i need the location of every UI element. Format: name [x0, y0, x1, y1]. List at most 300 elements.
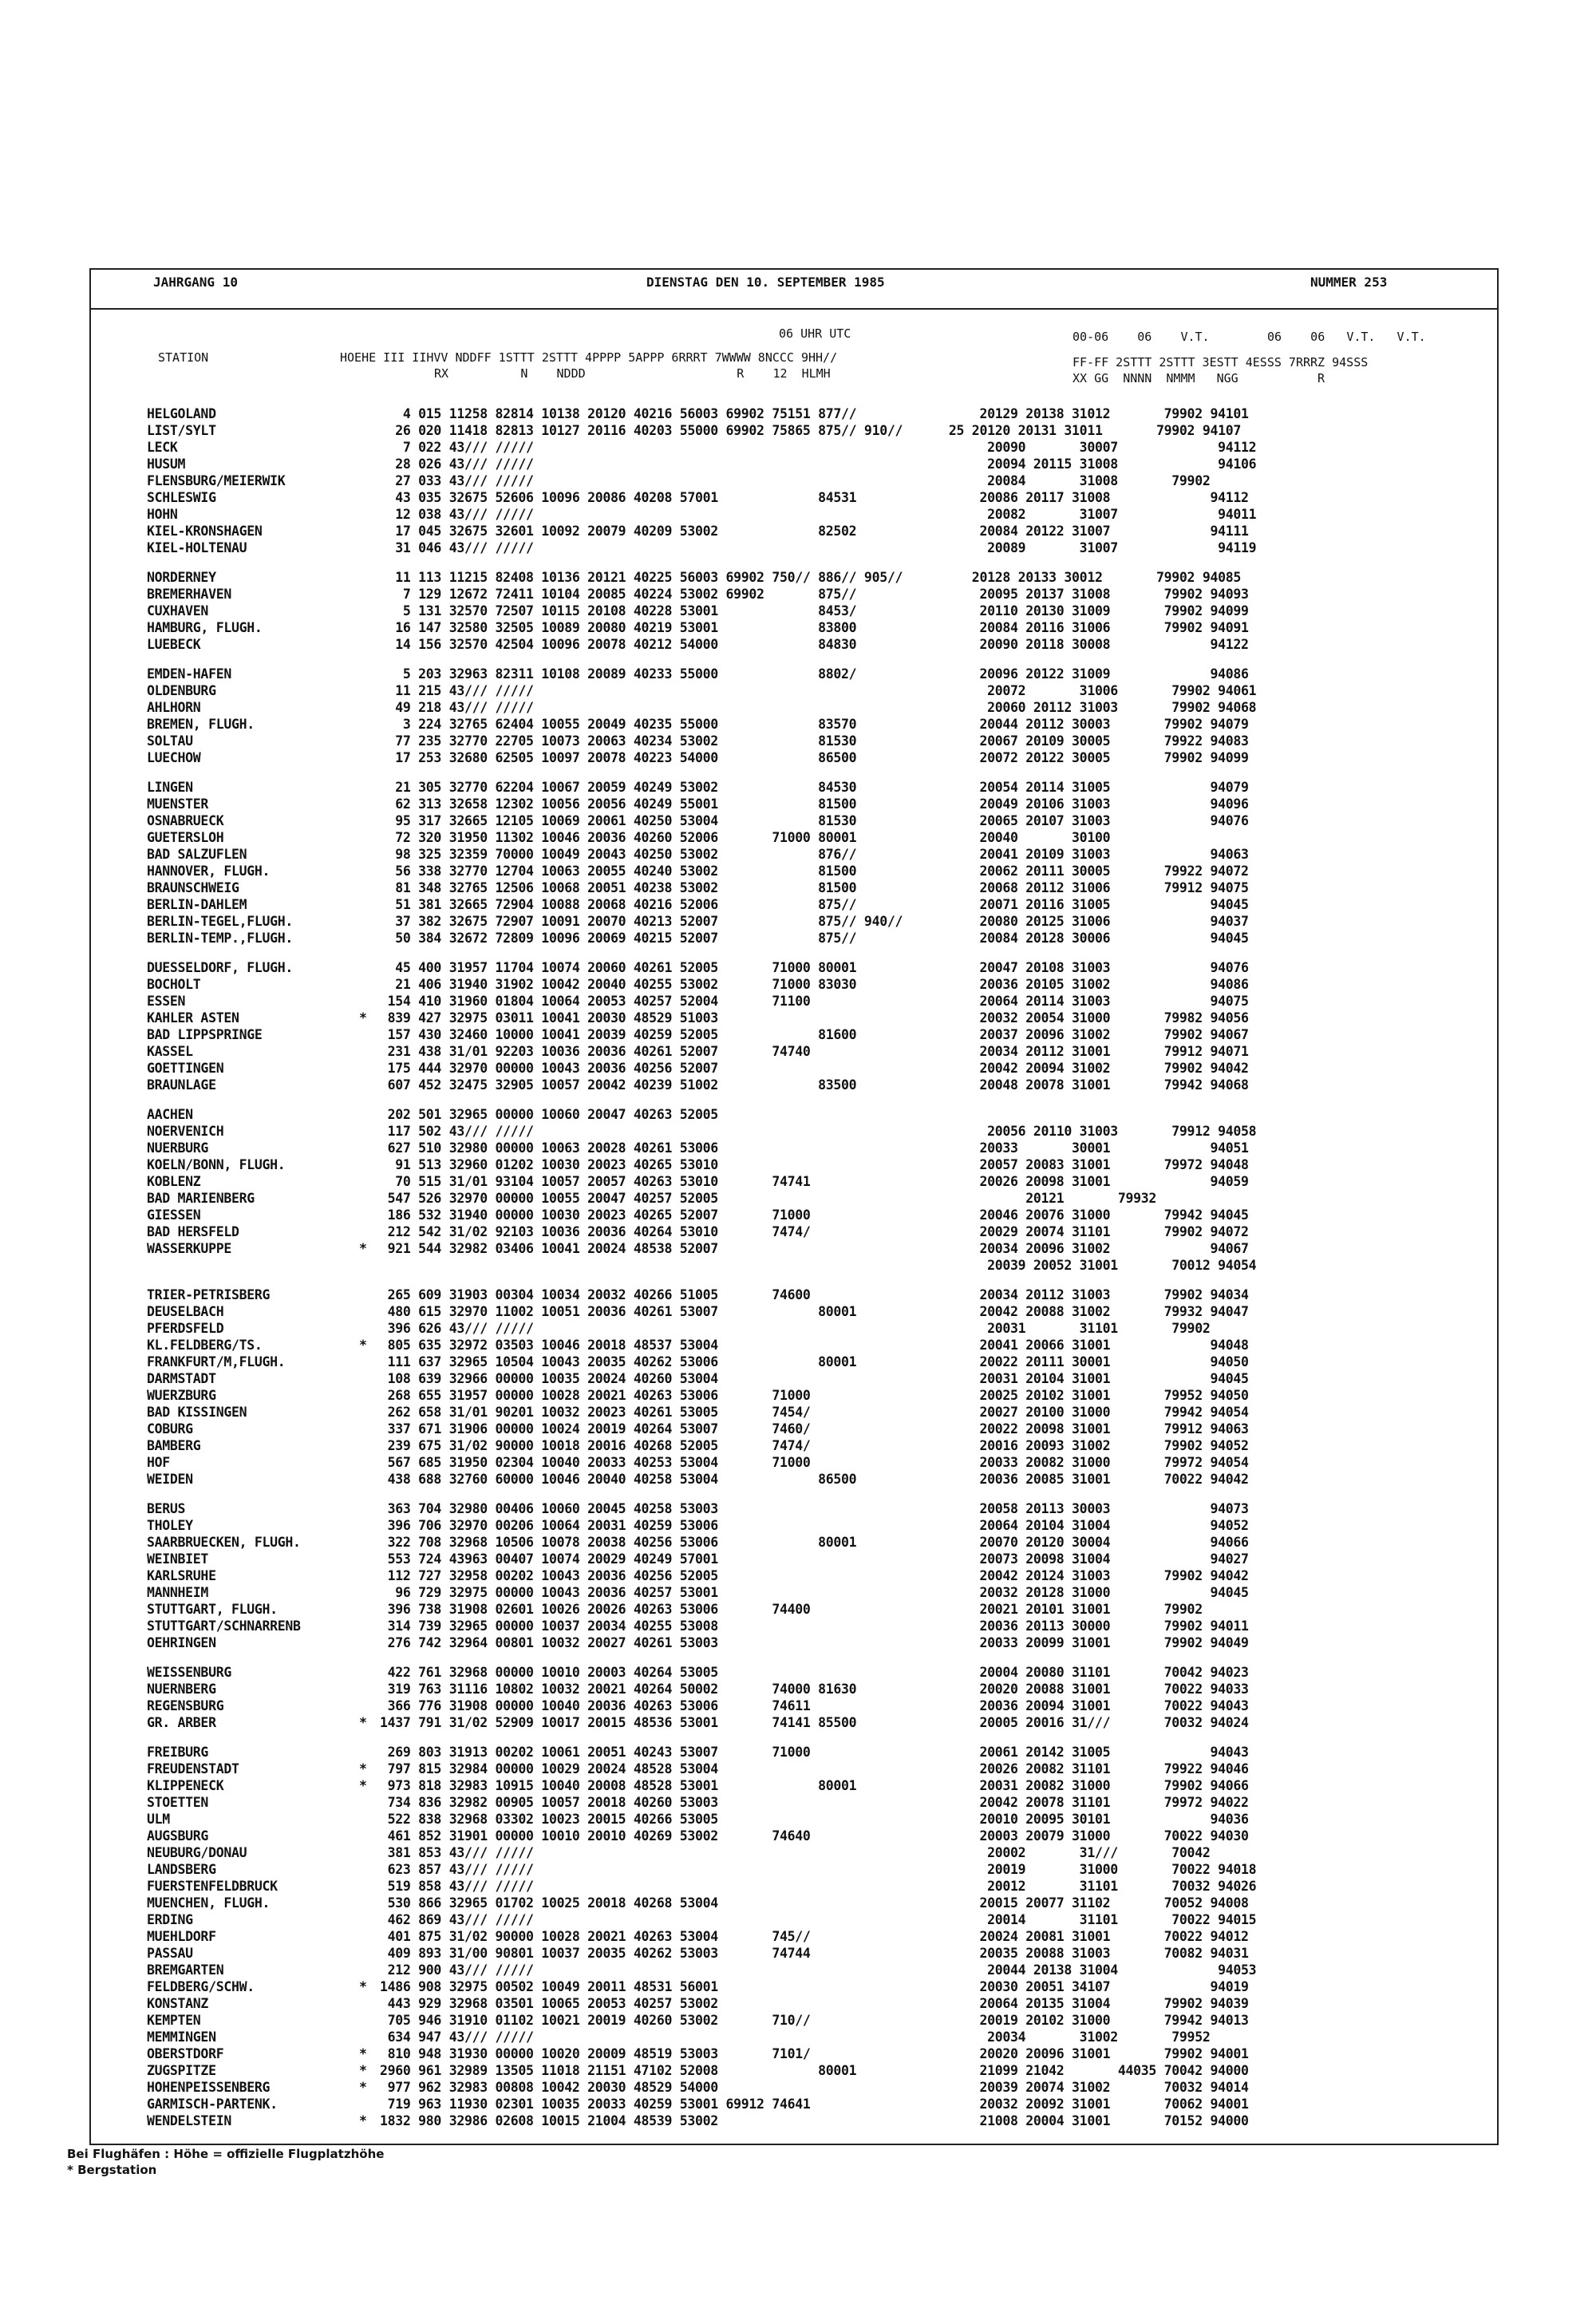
station-row	[147, 1978, 1487, 1995]
station-name: BREMERHAVEN	[147, 587, 231, 602]
station-row	[147, 812, 1487, 829]
station-row	[147, 1257, 1487, 1274]
observation-codes: 27 033 43/// ///// 20084 31008 79902	[380, 473, 1211, 488]
observation-codes: 396 706 32970 00206 10064 20031 40259 53006 20064 20104 31004 94052	[380, 1518, 1249, 1533]
observation-codes: 443 929 32968 03501 10065 20053 40257 53002 20064 20135 31004 79902 94039	[380, 1996, 1249, 2011]
station-row	[147, 896, 1487, 913]
mountain-marker: *	[359, 2046, 367, 2061]
station-name: NUERBURG	[147, 1140, 209, 1156]
station-name: KLIPPENECK	[147, 1778, 224, 1793]
observation-codes: 719 963 11930 02301 10035 20033 40259 53001 69912 74641 20032 20092 31001 70062 94001	[380, 2097, 1249, 2112]
vt-header-b: 06 06 V.T. V.T.	[1267, 330, 1426, 344]
station-row	[147, 1517, 1487, 1534]
station-row	[147, 586, 1487, 603]
station-name: KIEL-HOLTENAU	[147, 540, 247, 555]
observation-codes: 96 729 32975 00000 10043 20036 40257 53001 20032 20128 31000 94045	[380, 1585, 1249, 1600]
observation-codes: 522 838 32968 03302 10023 20015 40266 53005 20010 20095 30101 94036	[380, 1812, 1249, 1827]
station-row	[147, 1240, 1487, 1257]
station-row	[147, 1761, 1487, 1777]
observation-codes: 337 671 31906 00000 10024 20019 40264 53007 7460/ 20022 20098 31001 79912 94063	[380, 1421, 1249, 1437]
station-name: HANNOVER, FLUGH.	[147, 864, 271, 879]
station-name: FRANKFURT/M,FLUGH.	[147, 1354, 286, 1369]
station-row	[147, 2112, 1487, 2129]
observation-codes: 16 147 32580 32505 10089 20080 40219 53001 83800 20084 20116 31006 79902 94091	[380, 620, 1249, 635]
station-name: KOBLENZ	[147, 1174, 201, 1189]
observation-codes: 530 866 32965 01702 10025 20018 40268 53004 20015 20077 31102 70052 94008	[380, 1895, 1249, 1911]
station-name: KAHLER ASTEN	[147, 1010, 239, 1026]
observation-codes: 7 022 43/// ///// 20090 30007 94112	[380, 440, 1257, 455]
station-group	[147, 1106, 1487, 1274]
station-row	[147, 1123, 1487, 1140]
station-name: HOHENPEISSENBERG	[147, 2080, 271, 2095]
station-name: GOETTINGEN	[147, 1061, 224, 1076]
station-row	[147, 489, 1487, 506]
observation-codes: 98 325 32359 70000 10049 20043 40250 53002 876// 20041 20109 31003 94063	[380, 847, 1249, 862]
observation-codes: 462 869 43/// ///// 20014 31101 70022 94015	[380, 1912, 1257, 1927]
station-row	[147, 749, 1487, 766]
station-name: HUSUM	[147, 456, 186, 472]
station-name: PASSAU	[147, 1946, 193, 1961]
station-group	[147, 666, 1487, 766]
station-name: FELDBERG/SCHW.	[147, 1979, 255, 1994]
station-row	[147, 2096, 1487, 2112]
station-row	[147, 1895, 1487, 1911]
station-group	[147, 569, 1487, 653]
observation-codes: 734 836 32982 00905 10057 20018 40260 53003 20042 20078 31101 79972 94022	[380, 1795, 1249, 1810]
observation-codes: 62 313 32658 12302 10056 20056 40249 55001 81500 20049 20106 31003 94096	[380, 796, 1249, 812]
station-row	[147, 2062, 1487, 2079]
observation-codes: 26 020 11418 82813 10127 20116 40203 55000 69902 75865 875// 910// 25 20120 20131 31011 79902 94107	[380, 423, 1241, 438]
station-row	[147, 1945, 1487, 1962]
observation-codes: 5 131 32570 72507 10115 20108 40228 53001 8453/ 20110 20130 31009 79902 94099	[380, 603, 1249, 618]
station-row	[147, 1697, 1487, 1714]
observation-codes: 567 685 31950 02304 10040 20033 40253 53004 71000 20033 20082 31000 79972 94054	[380, 1455, 1249, 1470]
observation-codes: 805 635 32972 03503 10046 20018 48537 53004 20041 20066 31001 94048	[380, 1338, 1249, 1353]
observation-codes: 112 727 32958 00202 10043 20036 40256 52005 20042 20124 31003 79902 94042	[380, 1568, 1249, 1583]
station-row	[147, 1928, 1487, 1945]
station-row	[147, 1223, 1487, 1240]
station-name: EMDEN-HAFEN	[147, 666, 231, 682]
station-row	[147, 1387, 1487, 1404]
station-row	[147, 1286, 1487, 1303]
station-name: GIESSEN	[147, 1207, 201, 1223]
observation-codes: 553 724 43963 00407 10074 20029 40249 57001 20073 20098 31004 94027	[380, 1551, 1249, 1567]
station-row	[147, 699, 1487, 716]
observation-codes: 314 739 32965 00000 10037 20034 40255 53008 20036 20113 30000 79902 94011	[380, 1618, 1249, 1634]
station-row	[147, 1584, 1487, 1601]
station-row	[147, 2029, 1487, 2045]
observation-codes: 1832 980 32986 02608 10015 21004 48539 53002 21008 20004 31001 70152 94000	[380, 2113, 1249, 2128]
station-name: DUESSELDORF, FLUGH.	[147, 960, 294, 975]
station-name: FREUDENSTADT	[147, 1761, 239, 1776]
station-name: MANNHEIM	[147, 1585, 209, 1600]
station-name: OSNABRUECK	[147, 813, 224, 828]
station-row	[147, 1010, 1487, 1026]
observation-codes: 810 948 31930 00000 10020 20009 48519 53003 7101/ 20020 20096 31001 79902 94001	[380, 2046, 1249, 2061]
observation-codes: 56 338 32770 12704 10063 20055 40240 53002 81500 20062 20111 30005 79922 94072	[380, 864, 1249, 879]
station-name: BERLIN-DAHLEM	[147, 897, 247, 912]
station-row	[147, 1911, 1487, 1928]
station-group	[147, 1500, 1487, 1651]
observation-codes: 797 815 32984 00000 10029 20024 48528 53004 20026 20082 31101 79922 94046	[380, 1761, 1249, 1776]
observation-codes: 11 215 43/// ///// 20072 31006 79902 94061	[380, 683, 1257, 698]
station-name: NOERVENICH	[147, 1124, 224, 1139]
station-row	[147, 1828, 1487, 1844]
observation-codes: 43 035 32675 52606 10096 20086 40208 57001 84531 20086 20117 31008 94112	[380, 490, 1249, 505]
station-row	[147, 456, 1487, 472]
footnote-mountain-station: * Bergstation	[67, 2163, 157, 2177]
station-row	[147, 619, 1487, 636]
observation-codes: 31 046 43/// ///// 20089 31007 94119	[380, 540, 1257, 555]
observation-codes: 973 818 32983 10915 10040 20008 48528 53001 80001 20031 20082 31000 79902 94066	[380, 1778, 1249, 1793]
station-row	[147, 1714, 1487, 1731]
station-name: BAD MARIENBERG	[147, 1191, 255, 1206]
observation-codes: 2960 961 32989 13505 11018 21151 47102 52008 80001 21099 21042 44035 70042 94000	[380, 2063, 1249, 2078]
observation-codes: 51 381 32665 72904 10088 20068 40216 52006 875// 20071 20116 31005 94045	[380, 897, 1249, 912]
station-name: LIST/SYLT	[147, 423, 216, 438]
observation-codes: 265 609 31903 00304 10034 20032 40266 51005 74600 20034 20112 31003 79902 94034	[380, 1287, 1249, 1302]
mountain-marker: *	[359, 1010, 367, 1026]
station-name: CUXHAVEN	[147, 603, 209, 618]
station-row	[147, 603, 1487, 619]
station-row	[147, 666, 1487, 682]
observation-codes: 91 513 32960 01202 10030 20023 40265 53010 20057 20083 31001 79972 94048	[380, 1157, 1249, 1172]
mountain-marker: *	[359, 1979, 367, 1994]
station-row	[147, 523, 1487, 539]
observation-codes: 186 532 31940 00000 10030 20023 40265 52007 71000 20046 20076 31000 79942 94045	[380, 1207, 1249, 1223]
observation-codes: 547 526 32970 00000 10055 20047 40257 52005 20121 79932	[380, 1191, 1157, 1206]
station-name: THOLEY	[147, 1518, 193, 1533]
station-name: PFERDSFELD	[147, 1321, 224, 1336]
station-name: SAARBRUECKEN, FLUGH.	[147, 1535, 301, 1550]
station-name: HOF	[147, 1455, 170, 1470]
mountain-marker: *	[359, 1715, 367, 1730]
observation-codes: 28 026 43/// ///// 20094 20115 31008 94106	[380, 456, 1257, 472]
observation-codes: 977 962 32983 00808 10042 20030 48529 54000 20039 20074 31002 70032 94014	[380, 2080, 1249, 2095]
station-row	[147, 1060, 1487, 1077]
observation-codes: 422 761 32968 00000 10010 20003 40264 53005 20004 20080 31101 70042 94023	[380, 1665, 1249, 1680]
mountain-marker: *	[359, 2063, 367, 2078]
station-row	[147, 976, 1487, 993]
station-row	[147, 1077, 1487, 1093]
observation-codes: 20039 20052 31001 70012 94054	[380, 1258, 1257, 1273]
observation-codes: 1486 908 32975 00502 10049 20011 48531 56001 20030 20051 34107 94019	[380, 1979, 1249, 1994]
observation-codes: 17 045 32675 32601 10092 20079 40209 53002 82502 20084 20122 31007 94111	[380, 524, 1249, 539]
observation-codes: 461 852 31901 00000 10010 20010 40269 53002 74640 20003 20079 31000 70022 94030	[380, 1828, 1249, 1844]
footnote-airport-height: Bei Flughäfen : Höhe = offizielle Flugplatzhöhe	[67, 2147, 385, 2161]
station-table	[147, 405, 1487, 2142]
station-name: WENDELSTEIN	[147, 2113, 231, 2128]
observation-codes: 175 444 32970 00000 10043 20036 40256 52007 20042 20094 31002 79902 94042	[380, 1061, 1249, 1076]
observation-codes: 81 348 32765 12506 10068 20051 40238 53002 81500 20068 20112 31006 79912 94075	[380, 880, 1249, 895]
station-name: BAD SALZUFLEN	[147, 847, 247, 862]
station-name: GARMISCH-PARTENK.	[147, 2097, 278, 2112]
station-row	[147, 439, 1487, 456]
station-name: KASSEL	[147, 1044, 193, 1059]
station-row	[147, 879, 1487, 896]
observation-codes: 12 038 43/// ///// 20082 31007 94011	[380, 507, 1257, 522]
station-name: WEINBIET	[147, 1551, 209, 1567]
station-row	[147, 1601, 1487, 1618]
station-row	[147, 1454, 1487, 1471]
station-name: FUERSTENFELDBRUCK	[147, 1879, 278, 1894]
observation-codes: 77 235 32770 22705 10073 20063 40234 53002 81530 20067 20109 30005 79922 94083	[380, 733, 1249, 749]
observation-codes: 212 542 31/02 92103 10036 20036 40264 53010 7474/ 20029 20074 31101 79902 94072	[380, 1224, 1249, 1239]
station-name: ULM	[147, 1812, 170, 1827]
code-header-line4: XX GG NNNN NMMM NGG R	[1073, 371, 1325, 385]
station-group	[147, 1744, 1487, 2129]
observation-codes: 21 305 32770 62204 10067 20059 40249 53002 84530 20054 20114 31005 94079	[380, 780, 1249, 795]
observation-codes: 11 113 11215 82408 10136 20121 40225 56003 69902 750// 886// 905// 20128 20133 30012 79902 94085	[380, 570, 1241, 585]
station-name: BRAUNLAGE	[147, 1077, 216, 1093]
observation-codes: 4 015 11258 82814 10138 20120 40216 56003 69902 75151 877// 20129 20138 31012 79902 94101	[380, 406, 1249, 421]
observation-codes: 623 857 43/// ///// 20019 31000 70022 94018	[380, 1862, 1257, 1877]
observation-codes: 401 875 31/02 90000 10028 20021 40263 53004 745// 20024 20081 31001 70022 94012	[380, 1929, 1249, 1944]
station-group	[147, 959, 1487, 1093]
issue-number: NUMMER 253	[1310, 275, 1388, 290]
observation-codes: 480 615 32970 11002 10051 20036 40261 53007 80001 20042 20088 31002 79932 94047	[380, 1304, 1249, 1319]
observation-codes: 202 501 32965 00000 10060 20047 40263 52005	[380, 1107, 718, 1122]
station-row	[147, 846, 1487, 863]
station-row	[147, 569, 1487, 586]
station-name: MUENCHEN, FLUGH.	[147, 1895, 271, 1911]
observation-codes: 438 688 32760 60000 10046 20040 40258 53004 86500 20036 20085 31001 70022 94042	[380, 1472, 1249, 1487]
date-label: DIENSTAG DEN 10. SEPTEMBER 1985	[646, 275, 885, 290]
station-row	[147, 1106, 1487, 1123]
station-row	[147, 1777, 1487, 1794]
station-row	[147, 863, 1487, 879]
observation-codes: 157 430 32460 10000 10041 20039 40259 52005 81600 20037 20096 31002 79902 94067	[380, 1027, 1249, 1042]
observation-codes: 37 382 32675 72907 10091 20070 40213 52007 875// 940// 20080 20125 31006 94037	[380, 914, 1249, 929]
station-name: OLDENBURG	[147, 683, 216, 698]
station-name: ZUGSPITZE	[147, 2063, 216, 2078]
code-header-line2: RX N NDDD R 12 HLMH	[434, 366, 831, 381]
station-name: BAD HERSFELD	[147, 1224, 239, 1239]
observation-codes: 14 156 32570 42504 10096 20078 40212 54000 84830 20090 20118 30008 94122	[380, 637, 1249, 652]
station-row	[147, 1567, 1487, 1584]
station-name: KEMPTEN	[147, 2013, 201, 2028]
station-name: TRIER-PETRISBERG	[147, 1287, 271, 1302]
station-row	[147, 1026, 1487, 1043]
observation-codes: 269 803 31913 00202 10061 20051 40243 53007 71000 20061 20142 31005 94043	[380, 1745, 1249, 1760]
observation-codes: 50 384 32672 72809 10096 20069 40215 52007 875// 20084 20128 30006 94045	[380, 931, 1249, 946]
station-row	[147, 1844, 1487, 1861]
station-row	[147, 1744, 1487, 1761]
station-row	[147, 1370, 1487, 1387]
station-name: BRAUNSCHWEIG	[147, 880, 239, 895]
station-row	[147, 1995, 1487, 2012]
station-name: NEUBURG/DONAU	[147, 1845, 247, 1860]
station-name: LINGEN	[147, 780, 193, 795]
station-row	[147, 1437, 1487, 1454]
station-row	[147, 913, 1487, 930]
station-row	[147, 1681, 1487, 1697]
station-name: FLENSBURG/MEIERWIK	[147, 473, 286, 488]
station-name: NUERNBERG	[147, 1682, 216, 1697]
station-row	[147, 1878, 1487, 1895]
station-name: AACHEN	[147, 1107, 193, 1122]
mountain-marker: *	[359, 1761, 367, 1776]
vt-header-a: 00-06 06 V.T.	[1073, 330, 1210, 344]
observation-codes: 49 218 43/// ///// 20060 20112 31003 79902 94068	[380, 700, 1257, 715]
station-row	[147, 779, 1487, 796]
block-06utc-header: 06 UHR UTC	[779, 326, 851, 341]
observation-codes: 839 427 32975 03011 10041 20030 48529 51003 20032 20054 31000 79982 94056	[380, 1010, 1249, 1026]
observation-codes: 319 763 31116 10802 10032 20021 40264 50002 74000 81630 20020 20088 31001 70022 94033	[380, 1682, 1249, 1697]
station-row	[147, 829, 1487, 846]
station-name: ESSEN	[147, 994, 186, 1009]
station-name: HAMBURG, FLUGH.	[147, 620, 263, 635]
observation-codes: 212 900 43/// ///// 20044 20138 31004 94053	[380, 1962, 1257, 1978]
observation-codes: 231 438 31/01 92203 10036 20036 40261 52007 74740 20034 20112 31001 79912 94071	[380, 1044, 1249, 1059]
station-row	[147, 1207, 1487, 1223]
station-row	[147, 1190, 1487, 1207]
observation-codes: 366 776 31908 00000 10040 20036 40263 53006 74611 20036 20094 31001 70022 94043	[380, 1698, 1249, 1713]
station-row	[147, 993, 1487, 1010]
observation-codes: 276 742 32964 00801 10032 20027 40261 53003 20033 20099 31001 79902 94049	[380, 1635, 1249, 1650]
code-header-line3: FF-FF 2STTT 2STTT 3ESTT 4ESSS 7RRRZ 94SSS	[1073, 355, 1369, 370]
station-name: NORDERNEY	[147, 570, 216, 585]
station-row	[147, 1962, 1487, 1978]
station-row	[147, 1634, 1487, 1651]
station-header: STATION	[158, 350, 209, 365]
station-row	[147, 1471, 1487, 1488]
station-name: GUETERSLOH	[147, 830, 224, 845]
observation-codes: 705 946 31910 01102 10021 20019 40260 53002 710// 20019 20102 31000 79942 94013	[380, 2013, 1249, 2028]
station-row	[147, 682, 1487, 699]
station-row	[147, 422, 1487, 439]
observation-codes: 108 639 32966 00000 10035 20024 40260 53004 20031 20104 31001 94045	[380, 1371, 1249, 1386]
station-name: LECK	[147, 440, 178, 455]
observation-codes: 70 515 31/01 93104 10057 20057 40263 53010 74741 20026 20098 31001 94059	[380, 1174, 1249, 1189]
observation-codes: 154 410 31960 01804 10064 20053 40257 52004 71100 20064 20114 31003 94075	[380, 994, 1249, 1009]
station-row	[147, 1173, 1487, 1190]
station-name: MUEHLDORF	[147, 1929, 216, 1944]
station-name: DEUSELBACH	[147, 1304, 224, 1319]
station-group	[147, 1664, 1487, 1731]
station-name: BREMGARTEN	[147, 1962, 224, 1978]
station-name: BAD KISSINGEN	[147, 1405, 247, 1420]
station-name: WEISSENBURG	[147, 1665, 231, 1680]
station-row	[147, 959, 1487, 976]
bulletin-header	[91, 270, 1497, 310]
station-name: KARLSRUHE	[147, 1568, 216, 1583]
station-row	[147, 1320, 1487, 1337]
observation-codes: 117 502 43/// ///// 20056 20110 31003 79912 94058	[380, 1124, 1257, 1139]
station-row	[147, 796, 1487, 812]
station-name: OEHRINGEN	[147, 1635, 216, 1650]
observation-codes: 396 626 43/// ///// 20031 31101 79902	[380, 1321, 1211, 1336]
observation-codes: 322 708 32968 10506 10078 20038 40256 53006 80001 20070 20120 30004 94066	[380, 1535, 1249, 1550]
jahrgang-label: JAHRGANG 10	[153, 275, 238, 290]
station-row	[147, 2045, 1487, 2062]
station-name: BERLIN-TEGEL,FLUGH.	[147, 914, 294, 929]
station-name: WUERZBURG	[147, 1388, 216, 1403]
mountain-marker: *	[359, 1778, 367, 1793]
observation-codes: 262 658 31/01 90201 10032 20023 40261 53005 7454/ 20027 20100 31000 79942 94054	[380, 1405, 1249, 1420]
station-row	[147, 506, 1487, 523]
station-name: BOCHOLT	[147, 977, 201, 992]
observation-codes: 111 637 32965 10504 10043 20035 40262 53006 80001 20022 20111 30001 94050	[380, 1354, 1249, 1369]
station-name: STOETTEN	[147, 1795, 209, 1810]
station-row	[147, 2079, 1487, 2096]
station-name: MUENSTER	[147, 796, 209, 812]
station-group	[147, 405, 1487, 556]
observation-codes: 3 224 32765 62404 10055 20049 40235 55000 83570 20044 20112 30003 79902 94079	[380, 717, 1249, 732]
station-name: BAMBERG	[147, 1438, 201, 1453]
observation-codes: 1437 791 31/02 52909 10017 20015 48536 53001 74141 85500 20005 20016 31/// 70032 94024	[380, 1715, 1249, 1730]
station-row	[147, 1337, 1487, 1354]
station-row	[147, 2012, 1487, 2029]
station-name: DARMSTADT	[147, 1371, 216, 1386]
observation-codes: 363 704 32980 00406 10060 20045 40258 53003 20058 20113 30003 94073	[380, 1501, 1249, 1516]
observation-codes: 239 675 31/02 90000 10018 20016 40268 52005 7474/ 20016 20093 31002 79902 94052	[380, 1438, 1249, 1453]
station-group	[147, 1286, 1487, 1488]
station-name: BERLIN-TEMP.,FLUGH.	[147, 931, 294, 946]
station-name: LUEBECK	[147, 637, 201, 652]
observation-codes: 409 893 31/00 90801 10037 20035 40262 53003 74744 20035 20088 31003 70082 94031	[380, 1946, 1249, 1961]
station-name: AHLHORN	[147, 700, 201, 715]
station-row	[147, 1534, 1487, 1551]
station-name: KL.FELDBERG/TS.	[147, 1338, 263, 1353]
station-name: BREMEN, FLUGH.	[147, 717, 255, 732]
station-row	[147, 1551, 1487, 1567]
observation-codes: 268 655 31957 00000 10028 20021 40263 53006 71000 20025 20102 31001 79952 94050	[380, 1388, 1249, 1403]
station-row	[147, 1861, 1487, 1878]
observation-codes: 95 317 32665 12105 10069 20061 40250 53004 81530 20065 20107 31003 94076	[380, 813, 1249, 828]
station-name: HOHN	[147, 507, 178, 522]
station-row	[147, 1354, 1487, 1370]
station-row	[147, 1618, 1487, 1634]
observation-codes: 72 320 31950 11302 10046 20036 40260 52006 71000 80001 20040 30100	[380, 830, 1111, 845]
station-row	[147, 472, 1487, 489]
station-name: KOELN/BONN, FLUGH.	[147, 1157, 286, 1172]
station-name: KIEL-KRONSHAGEN	[147, 524, 263, 539]
station-group	[147, 779, 1487, 947]
mountain-marker: *	[359, 2113, 367, 2128]
station-name: HELGOLAND	[147, 406, 216, 421]
observation-codes: 921 544 32982 03406 10041 20024 48538 52007 20034 20096 31002 94067	[380, 1241, 1249, 1256]
station-name: FREIBURG	[147, 1745, 209, 1760]
station-name: ERDING	[147, 1912, 193, 1927]
station-row	[147, 1794, 1487, 1811]
station-name: AUGSBURG	[147, 1828, 209, 1844]
station-row	[147, 539, 1487, 556]
station-name: SOLTAU	[147, 733, 193, 749]
observation-codes: 17 253 32680 62505 10097 20078 40223 54000 86500 20072 20122 30005 79902 94099	[380, 750, 1249, 765]
station-row	[147, 1664, 1487, 1681]
observation-codes: 5 203 32963 82311 10108 20089 40233 55000 8802/ 20096 20122 31009 94086	[380, 666, 1249, 682]
station-row	[147, 1811, 1487, 1828]
station-name: WEIDEN	[147, 1472, 193, 1487]
station-name: LUECHOW	[147, 750, 201, 765]
observation-codes: 21 406 31940 31902 10042 20040 40255 53002 71000 83030 20036 20105 31002 94086	[380, 977, 1249, 992]
station-name: BAD LIPPSPRINGE	[147, 1027, 263, 1042]
mountain-marker: *	[359, 1241, 367, 1256]
station-name: BERUS	[147, 1501, 186, 1516]
station-row	[147, 1156, 1487, 1173]
station-row	[147, 1500, 1487, 1517]
station-name: REGENSBURG	[147, 1698, 224, 1713]
observation-codes: 45 400 31957 11704 10074 20060 40261 52005 71000 80001 20047 20108 31003 94076	[380, 960, 1249, 975]
station-name: OBERSTDORF	[147, 2046, 224, 2061]
station-row	[147, 930, 1487, 947]
station-name: WASSERKUPPE	[147, 1241, 231, 1256]
station-name: MEMMINGEN	[147, 2029, 216, 2045]
station-name: KONSTANZ	[147, 1996, 209, 2011]
station-name: SCHLESWIG	[147, 490, 216, 505]
station-name: LANDSBERG	[147, 1862, 216, 1877]
